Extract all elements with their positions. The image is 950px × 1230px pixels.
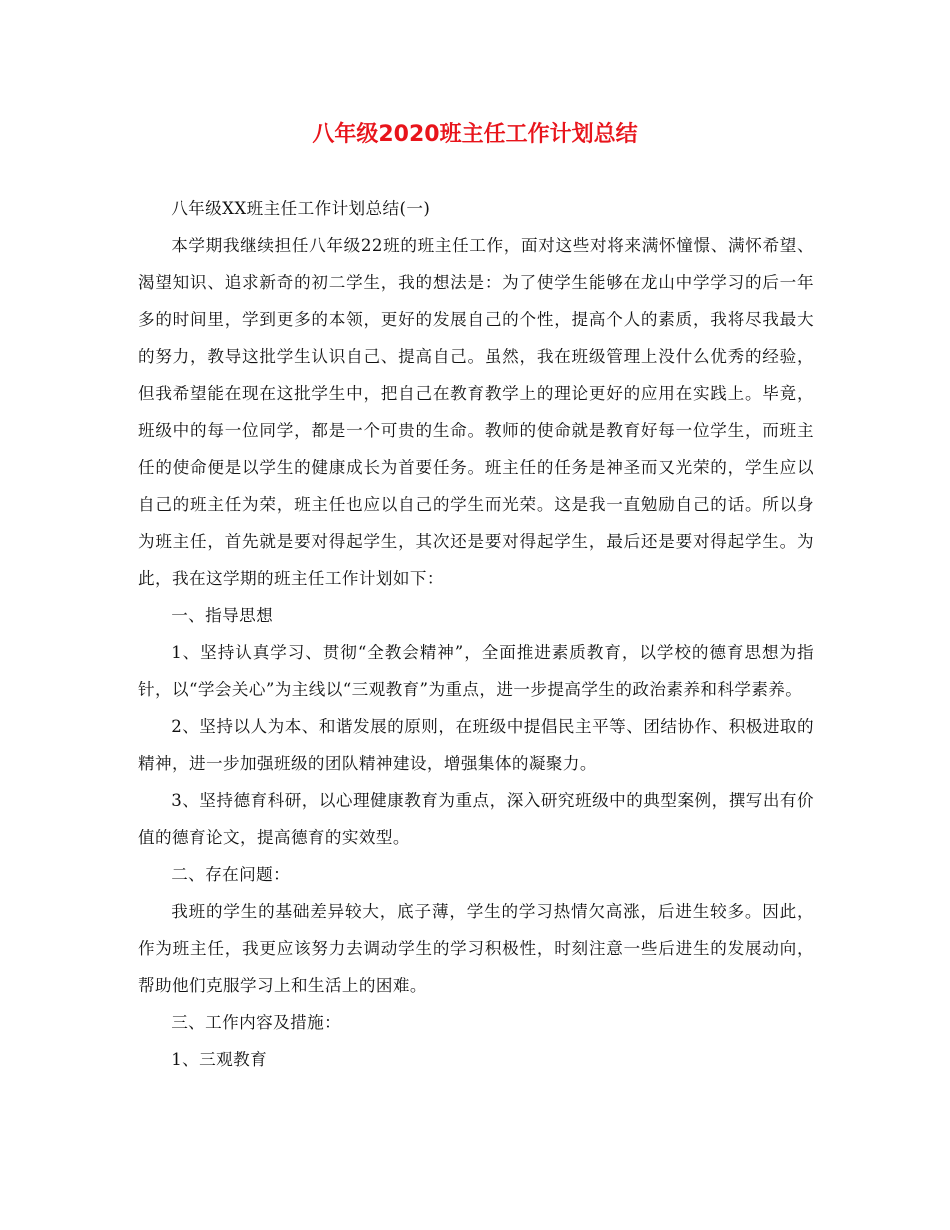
section-heading: 一、指导思想 (171, 606, 274, 625)
section-heading: 八年级XX班主任工作计划总结(一) (171, 199, 431, 218)
section-heading: 二、存在问题： (171, 865, 291, 884)
document-body (138, 190, 814, 1078)
body-paragraph: 3、坚持德育科研，以心理健康教育为重点，深入研究班级中的典型案例，撰写出有价值的德育论文，提高德育的实效型。 (138, 791, 814, 847)
body-paragraph: 2、坚持以人为本、和谐发展的原则，在班级中提倡民主平等、团结协作、积极进取的精神，进一步加强班级的团队精神建设，增强集体的凝聚力。 (138, 717, 814, 773)
body-paragraph: 1、坚持认真学习、贯彻“全教会精神”，全面推进素质教育，以学校的德育思想为指针，以“学会关心”为主线以“三观教育”为重点，进一步提高学生的政治素养和科学素养。 (138, 643, 814, 699)
document-title: 八年级2020班主任工作计划总结 (312, 122, 638, 147)
body-paragraph: 本学期我继续担任八年级22班的班主任工作，面对这些对将来满怀憧憬、满怀希望、渴望知识、追求新奇的初二学生，我的想法是：为了使学生能够在龙山中学学习的后一年多的时间里，学到更多的本领，更好的发展自己的个性，提高个人的素质，我将尽我最大的努力，教导这批学生认识自己、提高自己。虽然，我在班级管理上没什么优秀的经验，但我希望能在现在这批学生中，把自己在教育教学上的理论更好的应用在实践上。毕竟，班级中的每一位同学，都是一个可贵的生命。教师的使命就是教育好每一位学生，而班主任的使命便是以学生的健康成长为首要任务。班主任的任务是神圣而又光荣的，学生应以自己的班主任为荣，班主任也应以自己的学生而光荣。这是我一直勉励自己的话。所以身为班主任，首先就是要对得起学生，其次还是要对得起学生，最后还是要对得起学生。为此，我在这学期的班主任工作计划如下： (138, 236, 814, 588)
sub-heading: 1、三观教育 (171, 1050, 268, 1069)
body-paragraph: 我班的学生的基础差异较大，底子薄，学生的学习热情欠高涨，后进生较多。因此，作为班主任，我更应该努力去调动学生的学习积极性，时刻注意一些后进生的发展动向，帮助他们克服学习上和生活上的困难。 (138, 902, 814, 995)
section-heading: 三、工作内容及措施： (171, 1013, 342, 1032)
